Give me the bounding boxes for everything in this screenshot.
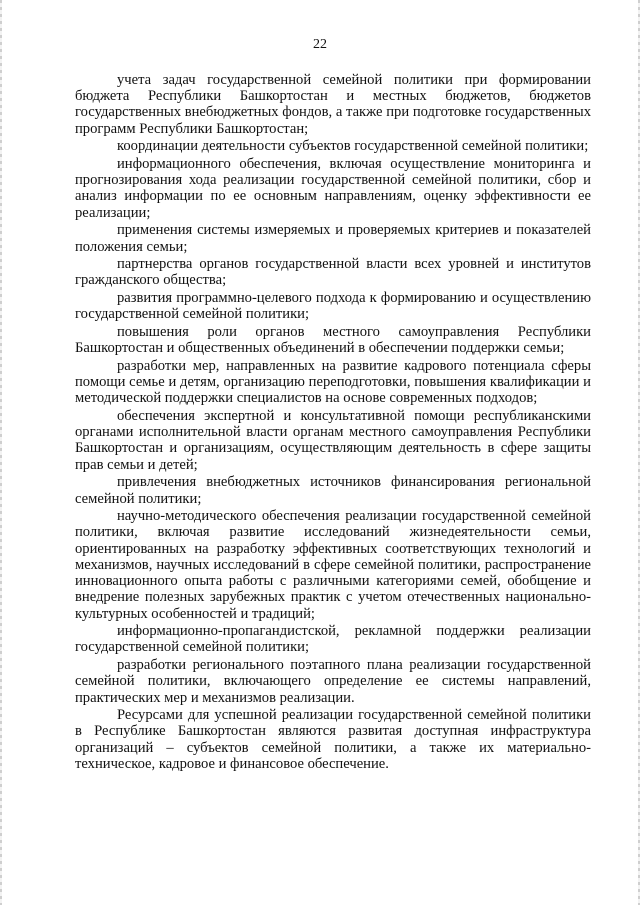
paragraph: координации деятельности субъектов государственной семейной политики; (117, 138, 589, 155)
paragraph: разработки мер, направленных на развитие кадрового потенциала сферы помощи семье и детям, организацию переподготовки, повышения квалификации и методической поддержки специалистов на основе современных подходов; (75, 357, 591, 407)
paragraph: применения системы измеряемых и проверяемых критериев и показателей положения семьи; (75, 222, 591, 255)
paragraph: обеспечения экспертной и консультативной помощи республиканскими органами исполнительной власти органам местного самоуправления Республики Башкортостан и организациям, осуществляющим деятельность в сфере защиты прав семьи и детей; (75, 408, 591, 473)
paragraph: информационного обеспечения, включая осуществление мониторинга и прогнозирования хода реализации государственной семейной политики, сбор и анализ информации по ее основным направлениям, оценку эффективности ее реализации; (75, 156, 591, 221)
paragraph: развития программно-целевого подхода к формированию и осуществлению государственной семейной политики; (75, 290, 591, 323)
paragraph: научно-методического обеспечения реализации государственной семейной политики, включая развитие исследований жизнедеятельности семьи, ориентированных на разработку эффективных соответствующих технологий и механизмов, научных исследований в сфере семейной политики, распространение инновационного опыта работы с различными категориями семей, обобщение и внедрение полезных зарубежных практик с учетом отечественных национально-культурных особенностей и традиций; (75, 508, 591, 622)
paragraph: разработки регионального поэтапного плана реализации государственной семейной политики, включающего определение ее системы направлений, практических мер и механизмов реализации. (75, 657, 591, 706)
paragraph: повышения роли органов местного самоуправления Республики Башкортостан и общественных объединений в обеспечении поддержки семьи; (75, 324, 591, 357)
paragraph: информационно-пропагандистской, рекламной поддержки реализации государственной семейной политики; (75, 623, 591, 656)
paragraph: Ресурсами для успешной реализации государственной семейной политики в Республике Башкортостан являются развитая доступная инфраструктура организаций – субъектов семейной политики, а также их материально-техническое, кадровое и финансовое обеспечение. (75, 707, 591, 772)
page-number: 22 (313, 37, 327, 52)
document-body (75, 72, 591, 772)
paragraph: учета задач государственной семейной политики при формировании бюджета Республики Башкортостан и местных бюджетов, бюджетов государственных внебюджетных фондов, а также при подготовке государственных программ Республики Башкортостан; (75, 72, 591, 137)
paragraph: привлечения внебюджетных источников финансирования региональной семейной политики; (75, 474, 591, 507)
paragraph: партнерства органов государственной власти всех уровней и институтов гражданского общества; (75, 256, 591, 289)
scan-edge-left (0, 0, 2, 905)
